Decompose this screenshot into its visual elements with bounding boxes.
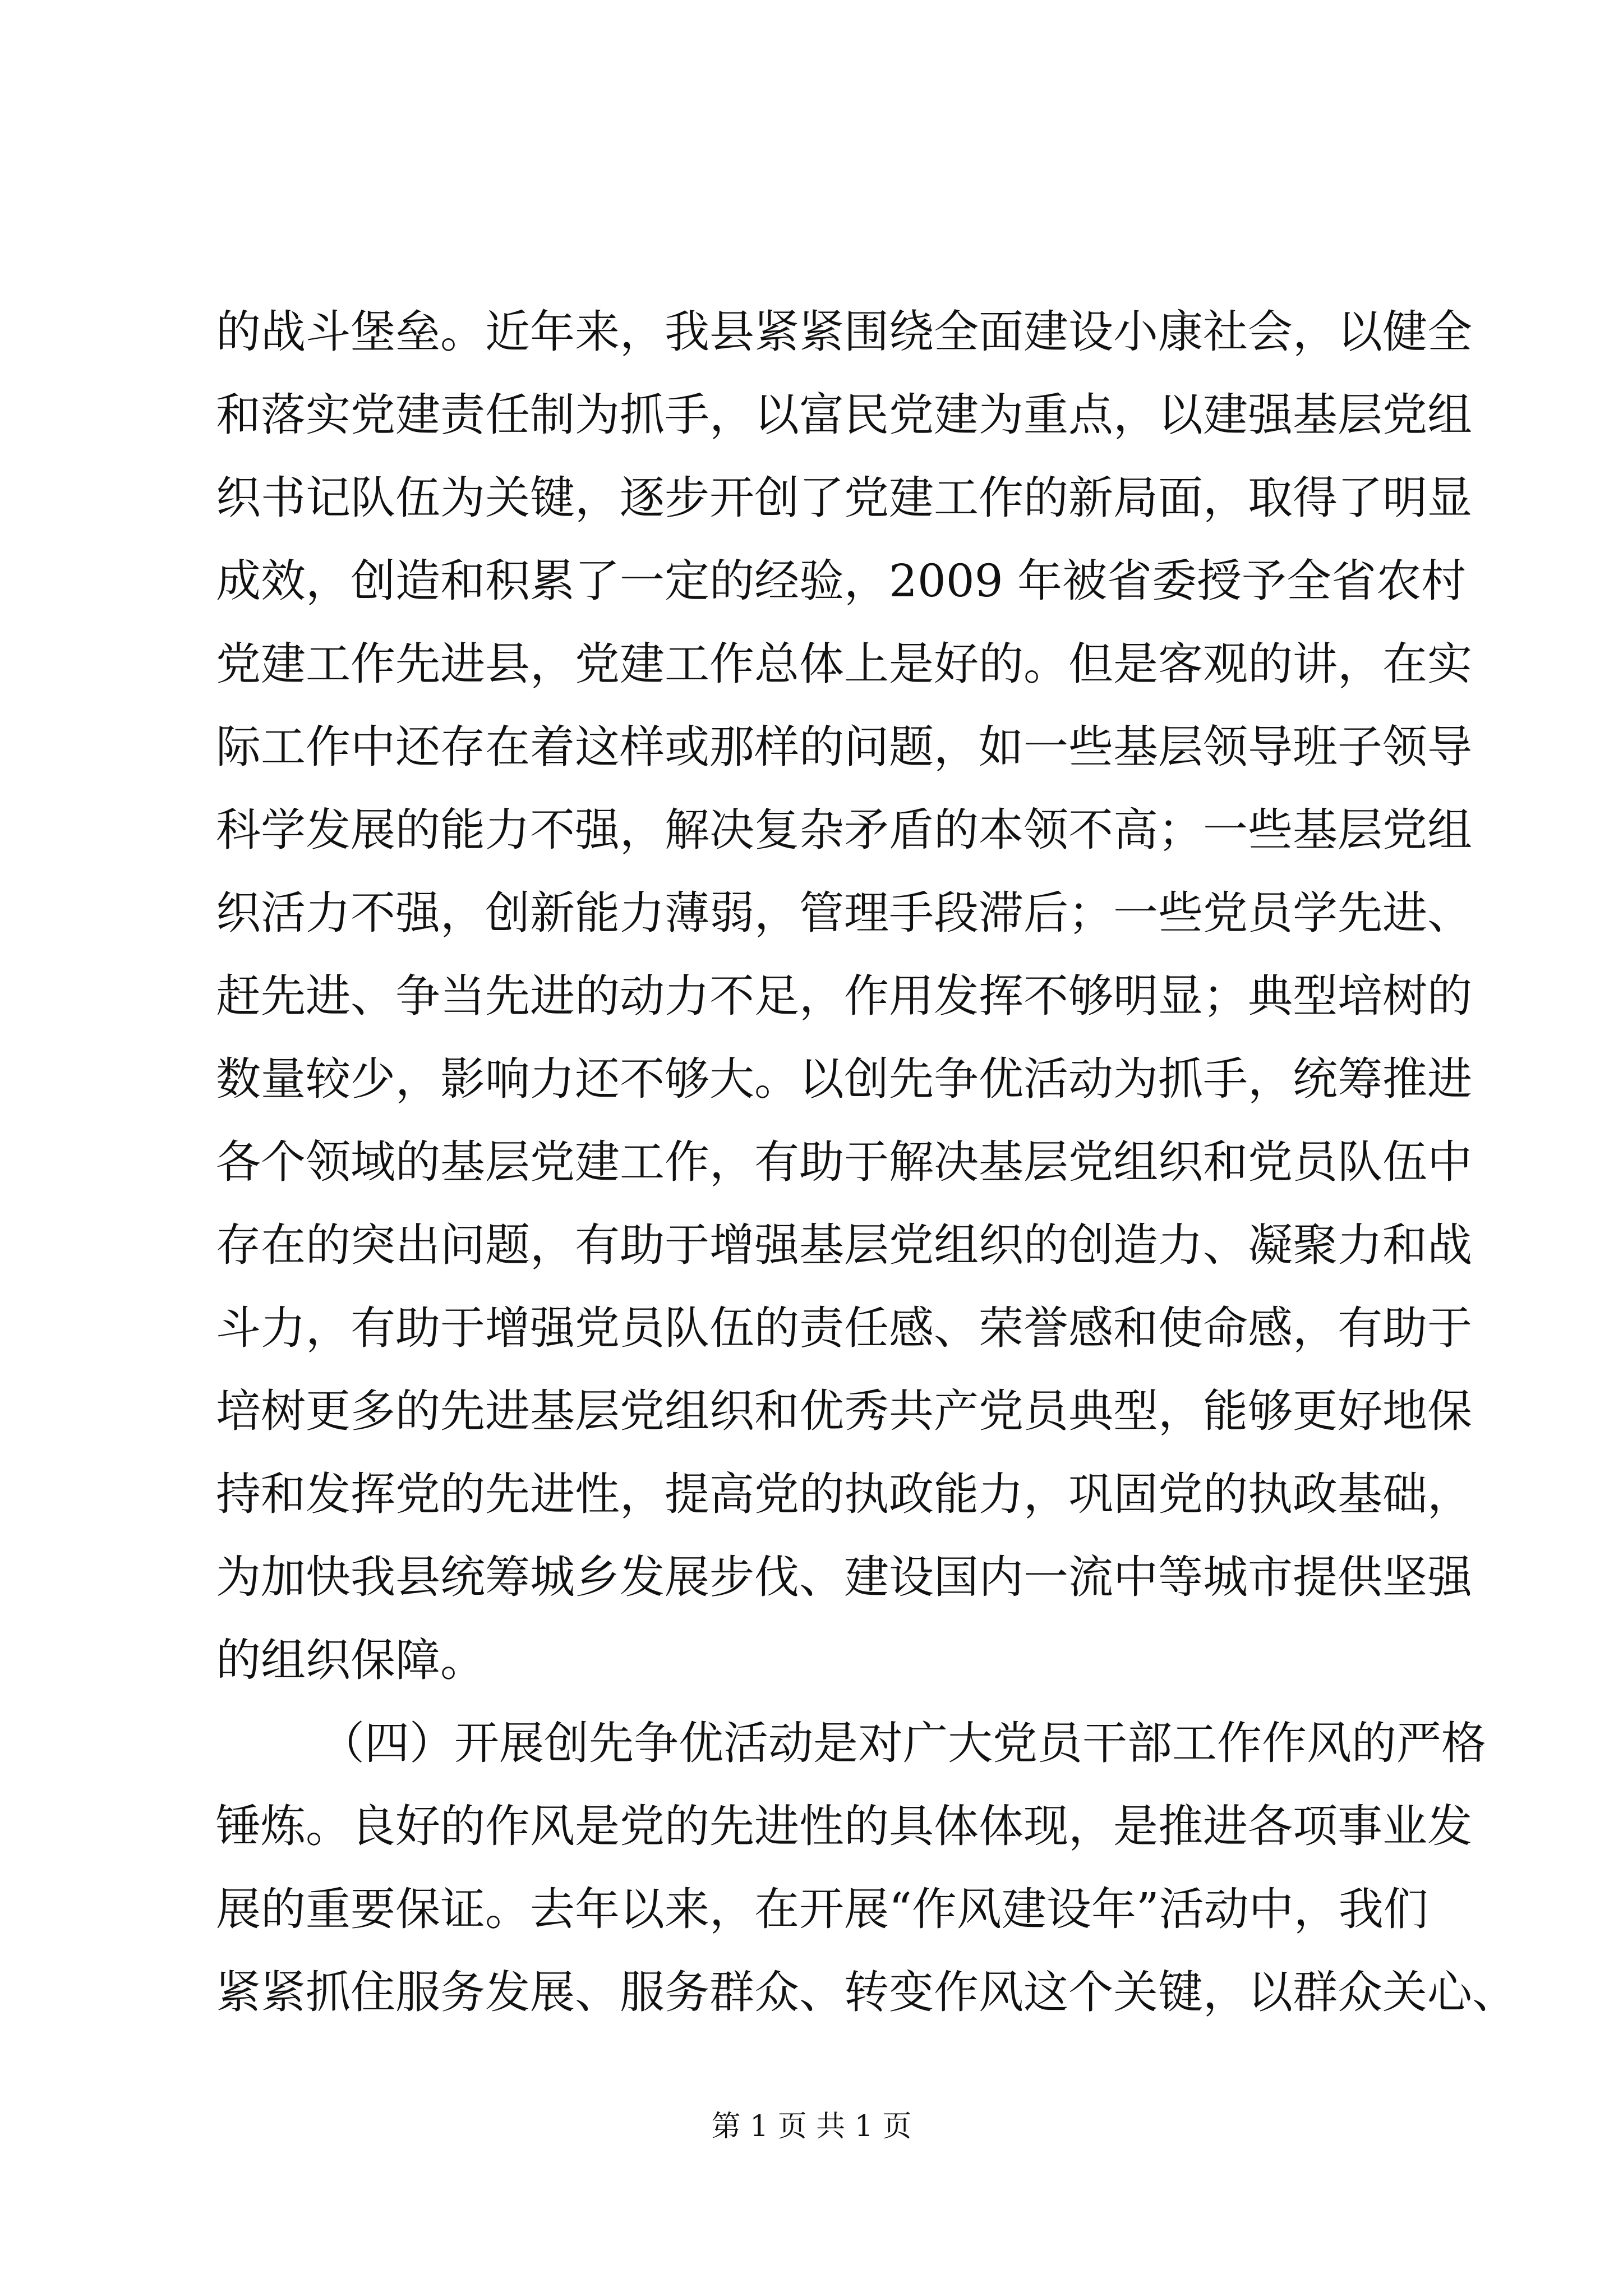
text-line: 斗力，有助于增强党员队伍的责任感、荣誉感和使命感，有助于 (216, 1302, 1472, 1354)
text-line: 数量较少，影响力还不够大。以创先争优活动为抓手，统筹推进 (216, 1053, 1472, 1105)
text-line: 展的重要保证。去年以来，在开展“作风建设年”活动中，我们 (216, 1883, 1428, 1935)
text-line: 织活力不强，创新能力薄弱，管理手段滞后；一些党员学先进、 (216, 887, 1472, 939)
text-line: 存在的突出问题，有助于增强基层党组织的创造力、凝聚力和战 (216, 1219, 1472, 1271)
text-line: 持和发挥党的先进性，提高党的执政能力，巩固党的执政基础， (216, 1468, 1472, 1520)
text-line: 赶先进、争当先进的动力不足，作用发挥不够明显；典型培树的 (216, 970, 1472, 1022)
text-line: 培树更多的先进基层党组织和优秀共产党员典型，能够更好地保 (216, 1385, 1472, 1437)
page-footer: 第 1 页 共 1 页 (711, 2110, 912, 2143)
text-line: 科学发展的能力不强，解决复杂矛盾的本领不高；一些基层党组 (216, 804, 1472, 856)
text-line: 为加快我县统筹城乡发展步伐、建设国内一流中等城市提供坚强 (216, 1551, 1472, 1603)
text-line: 锤炼。良好的作风是党的先进性的具体体现，是推进各项事业发 (216, 1800, 1472, 1852)
text-line: 成效，创造和积累了一定的经验，2009 年被省委授予全省农村 (216, 555, 1467, 607)
text-line: 际工作中还存在着这样或那样的问题，如一些基层领导班子领导 (216, 721, 1472, 773)
text-line: 紧紧抓住服务发展、服务群众、转变作风这个关键，以群众关心、 (216, 1966, 1517, 2018)
document-body (216, 291, 1517, 2034)
text-line: 的战斗堡垒。近年来，我县紧紧围绕全面建设小康社会，以健全 (216, 306, 1472, 358)
text-line: 各个领域的基层党建工作，有助于解决基层党组织和党员队伍中 (216, 1136, 1472, 1188)
text-line: 党建工作先进县，党建工作总体上是好的。但是客观的讲，在实 (216, 638, 1472, 690)
paragraph-heading-line: （四）开展创先争优活动是对广大党员干部工作作风的严格 (320, 1717, 1486, 1769)
text-line: 织书记队伍为关键，逐步开创了党建工作的新局面，取得了明显 (216, 472, 1472, 524)
text-line: 的组织保障。 (216, 1634, 485, 1686)
text-line: 和落实党建责任制为抓手，以富民党建为重点，以建强基层党组 (216, 389, 1472, 441)
